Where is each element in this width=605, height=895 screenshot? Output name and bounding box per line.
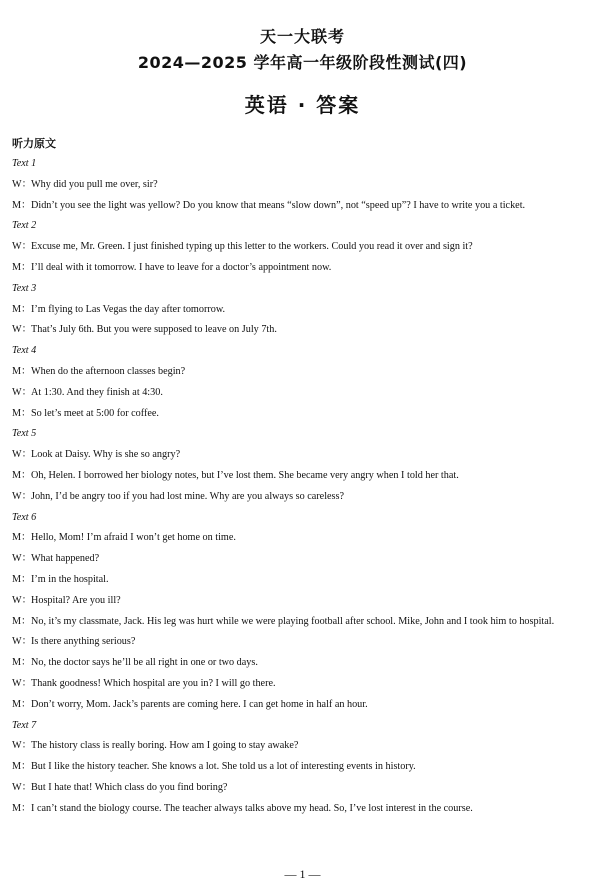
- dialogue-line: [12, 383, 595, 404]
- speaker-label: M：: [12, 532, 32, 544]
- dialogue-line: [12, 237, 595, 258]
- dialogue-line: [12, 612, 595, 633]
- dialogue-text: What happened?: [31, 553, 100, 565]
- dialogue-text: Is there anything serious?: [31, 636, 136, 648]
- speaker-label: W：: [12, 781, 32, 793]
- subject-title: 英语 · 答案: [244, 93, 361, 117]
- dialogue-line: [12, 175, 595, 196]
- text-label: [12, 154, 595, 175]
- speaker-label: M：: [12, 615, 32, 627]
- dialogue-line: [12, 258, 595, 279]
- dialogue-line: [12, 695, 595, 716]
- text-label: [12, 279, 595, 300]
- dialogue-text: So let’s meet at 5:00 for coffee.: [31, 407, 159, 419]
- dialogue-line: [12, 300, 595, 321]
- dialogue-line: [12, 591, 595, 612]
- speaker-label: M：: [12, 573, 32, 585]
- speaker-label: W：: [12, 553, 32, 565]
- exam-title: 2024—2025 学年高一年级阶段性测试(四): [137, 53, 468, 72]
- dialogue-text: Look at Daisy. Why is she so angry?: [31, 449, 181, 461]
- dialogue-text: Hospital? Are you ill?: [31, 594, 121, 606]
- dialogue-line: [12, 196, 595, 217]
- dialogue-line: [12, 404, 595, 425]
- dialogue-line: [12, 778, 595, 799]
- speaker-label: W：: [12, 386, 32, 398]
- dialogue-text: No, the doctor says he’ll be all right in one or two days.: [31, 657, 258, 669]
- speaker-label: W：: [12, 241, 32, 253]
- dialogue-text: I’m in the hospital.: [31, 573, 109, 585]
- speaker-label: M：: [12, 303, 32, 315]
- section-title-listening-transcript: 听力原文: [12, 137, 56, 150]
- dialogue-text: Why did you pull me over, sir?: [31, 178, 158, 190]
- dialogue-text: I can’t stand the biology course. The teacher always talks above my head. So, I’ve lost interest in the course.: [31, 802, 473, 814]
- speaker-label: M：: [12, 261, 32, 273]
- dialogue-text: Hello, Mom! I’m afraid I won’t get home on time.: [31, 532, 236, 544]
- speaker-label: W：: [12, 740, 32, 752]
- text-label: [12, 341, 595, 362]
- dialogue-text: When do the afternoon classes begin?: [31, 365, 186, 377]
- speaker-label: W：: [12, 594, 32, 606]
- text-label-text: Text 7: [12, 719, 37, 731]
- dialogue-line: [12, 736, 595, 757]
- speaker-label: M：: [12, 199, 32, 211]
- text-label-text: Text 1: [12, 158, 37, 169]
- dialogue-line: [12, 362, 595, 383]
- dialogue-line: [12, 757, 595, 778]
- dialogue-line: [12, 549, 595, 570]
- dialogue-text: That’s July 6th. But you were supposed to leave on July 7th.: [31, 324, 277, 336]
- text-label-text: Text 2: [12, 220, 37, 232]
- text-label-text: Text 5: [12, 428, 37, 440]
- dialogue-text: At 1:30. And they finish at 4:30.: [31, 386, 163, 398]
- speaker-label: M：: [12, 469, 32, 481]
- dialogue-text: No, it’s my classmate, Jack. His leg was hurt while we were playing football after school. Mike, John and I took him to hospital.: [31, 615, 555, 627]
- speaker-label: M：: [12, 698, 32, 710]
- speaker-label: M：: [12, 761, 32, 773]
- speaker-label: W：: [12, 449, 32, 461]
- text-label: [12, 716, 595, 737]
- speaker-label: M：: [12, 365, 32, 377]
- dialogue-text: I’m flying to Las Vegas the day after tomorrow.: [31, 303, 226, 315]
- text-label: [12, 508, 595, 529]
- dialogue-text: Didn’t you see the light was yellow? Do you know that means “slow down”, not “speed up”? I have to write you a ticket.: [31, 199, 526, 211]
- speaker-label: W：: [12, 178, 32, 190]
- speaker-label: M：: [12, 657, 32, 669]
- dialogue-text: Excuse me, Mr. Green. I just finished typing up this letter to the workers. Could you read it over and sign it?: [31, 241, 473, 253]
- dialogue-line: [12, 799, 595, 820]
- dialogue-text: Oh, Helen. I borrowed her biology notes, but I’ve lost them. She became very angry when I told her that.: [31, 469, 459, 481]
- text-label-text: Text 6: [12, 511, 37, 523]
- text-label-text: Text 4: [12, 345, 37, 357]
- dialogue-line: [12, 445, 595, 466]
- dialogue-text: But I hate that! Which class do you find boring?: [31, 781, 228, 793]
- speaker-label: M：: [12, 802, 32, 814]
- speaker-label: W：: [12, 490, 32, 502]
- dialogue-text: The history class is really boring. How am I going to stay awake?: [31, 740, 299, 752]
- dialogue-text: I’ll deal with it tomorrow. I have to leave for a doctor’s appointment now.: [31, 261, 332, 273]
- dialogue-line: [12, 674, 595, 695]
- dialogue-line: [12, 320, 595, 341]
- speaker-label: W：: [12, 324, 32, 336]
- dialogue-line: [12, 570, 595, 591]
- text-label: [12, 216, 595, 237]
- speaker-label: W：: [12, 636, 32, 648]
- text-label-text: Text 3: [12, 282, 37, 294]
- transcript: [12, 154, 595, 820]
- dialogue-line: [12, 653, 595, 674]
- speaker-label: M：: [12, 407, 32, 419]
- dialogue-text: Thank goodness! Which hospital are you in? I will go there.: [31, 677, 276, 689]
- dialogue-line: [12, 632, 595, 653]
- exam-organizer: 天一大联考: [259, 27, 345, 46]
- dialogue-line: [12, 466, 595, 487]
- dialogue-text: But I like the history teacher. She knows a lot. She told us a lot of interesting events in history.: [31, 761, 416, 773]
- dialogue-line: [12, 487, 595, 508]
- page-number: — 1 —: [284, 867, 321, 881]
- speaker-label: W：: [12, 677, 32, 689]
- dialogue-text: John, I’d be angry too if you had lost mine. Why are you always so careless?: [31, 490, 344, 502]
- text-label: [12, 424, 595, 445]
- dialogue-line: [12, 528, 595, 549]
- dialogue-text: Don’t worry, Mom. Jack’s parents are coming here. I can get home in half an hour.: [31, 698, 368, 710]
